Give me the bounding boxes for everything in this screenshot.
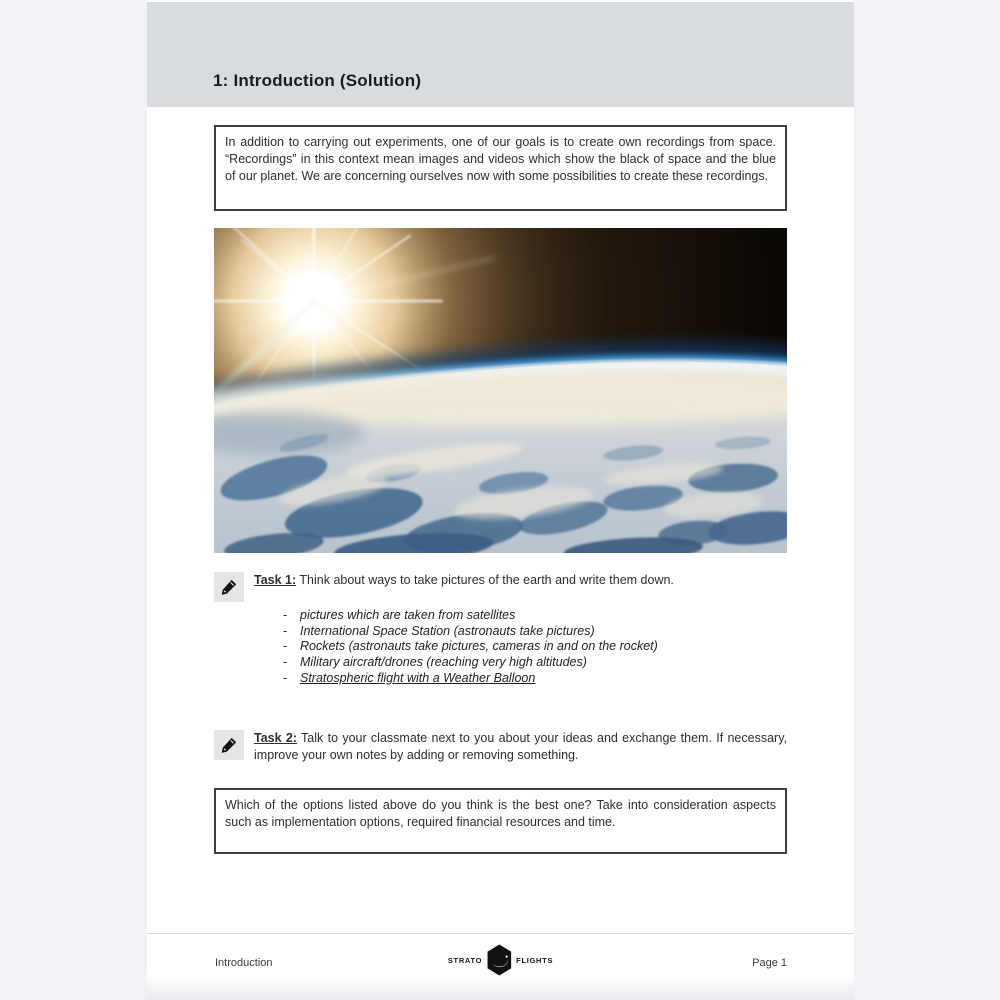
task2-label: Task 2: xyxy=(254,730,297,745)
logo-text-strato: STRATO xyxy=(447,955,483,965)
intro-box xyxy=(214,125,787,211)
list-item: - pictures which are taken from satellites xyxy=(283,608,516,622)
task2-instruction: Talk to your classmate next to you about your ideas and exchange them. If necessary, improve your own notes by adding or removing something. xyxy=(254,730,787,762)
intro-text: In addition to carrying out experiments, one of our goals is to create own recordings from space. “Recordings” in this context mean images and videos which show the black of space and the blue of our planet. We are concerning ourselves now with some possibilities to create these recordings. xyxy=(225,135,776,183)
list-item: - Rockets (astronauts take pictures, cameras in and on the rocket) xyxy=(283,639,658,654)
earth-photo-graphic xyxy=(214,228,787,553)
page-title: 1: Introduction (Solution) xyxy=(213,71,422,90)
task1-text xyxy=(254,572,787,589)
footer-page-number: Page 1 xyxy=(752,957,787,969)
list-item: - Military aircraft/drones (reaching very high altitudes) xyxy=(283,655,587,670)
task2-row xyxy=(214,730,787,764)
task1-answer-list xyxy=(283,608,787,687)
footer-section-label: Introduction xyxy=(215,957,273,969)
pencil-icon xyxy=(219,577,239,597)
earth-stratosphere-photo xyxy=(214,228,787,553)
pencil-icon xyxy=(219,735,239,755)
page-footer xyxy=(147,933,854,969)
hexagon-balloon-icon xyxy=(486,944,512,976)
list-item: - Stratospheric flight with a Weather Balloon xyxy=(283,670,536,685)
question-text: Which of the options listed above do you think is the best one? Take into consideration aspects such as implementation options, required financial resources and time. xyxy=(225,797,776,829)
dash-marker: - xyxy=(283,655,288,670)
dash-marker: - xyxy=(283,623,288,638)
task1-label: Task 1: xyxy=(254,573,297,587)
task2-text xyxy=(254,730,787,764)
dash-marker: - xyxy=(283,608,288,622)
header-band xyxy=(147,2,854,107)
task1-instruction: Think about ways to take pictures of the earth and write them down. xyxy=(296,573,674,587)
document-page xyxy=(147,0,854,1000)
dash-marker: - xyxy=(283,639,288,654)
dash-marker: - xyxy=(283,670,288,685)
task1-row xyxy=(214,572,787,602)
question-box xyxy=(214,788,787,854)
task1-pencil-badge xyxy=(214,572,244,602)
list-item: - International Space Station (astronauts take pictures) xyxy=(283,623,595,638)
page-content xyxy=(147,125,854,854)
task2-pencil-badge xyxy=(214,730,244,760)
strato-flights-logo xyxy=(448,944,553,976)
logo-text-flights: FLIGHTS xyxy=(516,955,554,965)
